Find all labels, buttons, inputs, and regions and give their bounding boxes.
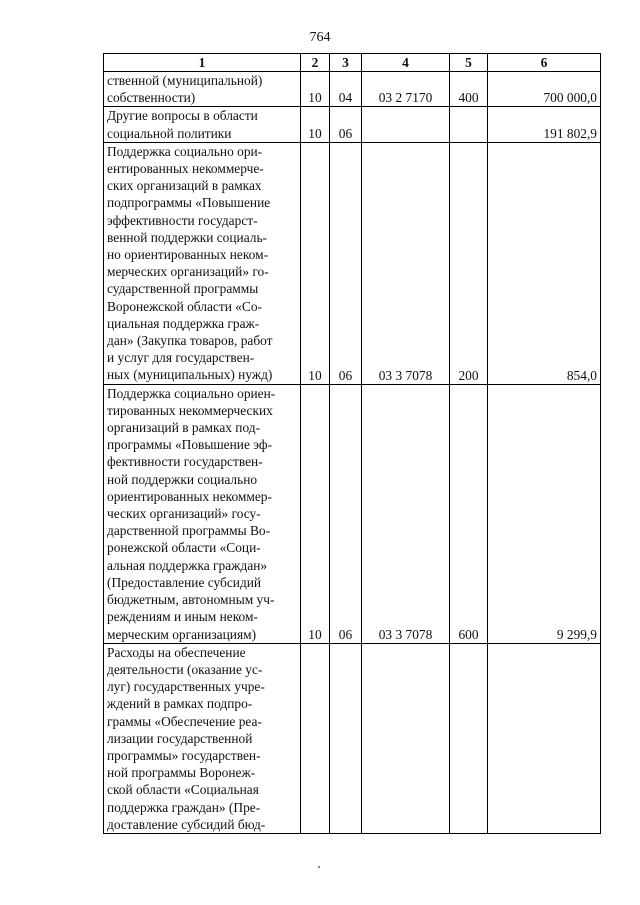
- table-row: [104, 643, 601, 833]
- table-row: [104, 384, 601, 643]
- scan-speck: [318, 866, 320, 868]
- row-amount: [488, 643, 601, 833]
- row-description: Другие вопросы в области социальной политики: [104, 107, 301, 142]
- row-section: 10: [301, 72, 330, 107]
- row-section: 10: [301, 107, 330, 142]
- row-amount: 854,0: [488, 142, 601, 384]
- row-description: Расходы на обеспечение деятельности (оказание ус- луг) государственных учре- ждений в рамках подпро- граммы «Обеспечение реа- лизации государственной программы» государствен- ной программы Воронеж- ской области «Социальная поддержка граждан» (Пре- доставление субсидий бюд-: [104, 643, 301, 833]
- row-target-item: 03 3 7078: [362, 384, 450, 643]
- header-row: [104, 54, 601, 72]
- header-col-1: 1: [104, 54, 301, 72]
- row-description: Поддержка социально ори- ентированных некоммерче- ских организаций в рамках подпрограммы «Повышение эффективности государст- венной поддержки социаль- но ориентированных неком- мерческих организаций» го- сударственной программы Воронежской области «Со- циальная поддержка граж- дан» (Закупка товаров, работ и услуг для государствен- ных (муниципальных) нужд): [104, 142, 301, 384]
- row-amount: 191 802,9: [488, 107, 601, 142]
- row-expense-type: [450, 107, 488, 142]
- row-section: 10: [301, 384, 330, 643]
- row-subsection: 06: [330, 107, 362, 142]
- row-expense-type: [450, 643, 488, 833]
- row-expense-type: 200: [450, 142, 488, 384]
- header-col-2: 2: [301, 54, 330, 72]
- row-subsection: 04: [330, 72, 362, 107]
- header-col-4: 4: [362, 54, 450, 72]
- row-section: 10: [301, 142, 330, 384]
- row-expense-type: 400: [450, 72, 488, 107]
- table-row: [104, 142, 601, 384]
- row-amount: 9 299,9: [488, 384, 601, 643]
- table-row: [104, 72, 601, 107]
- row-subsection: [330, 643, 362, 833]
- page-number: 764: [309, 30, 331, 45]
- row-target-item: 03 3 7078: [362, 142, 450, 384]
- header-col-3: 3: [330, 54, 362, 72]
- row-target-item: [362, 643, 450, 833]
- row-target-item: 03 2 7170: [362, 72, 450, 107]
- row-amount: 700 000,0: [488, 72, 601, 107]
- table-row: [104, 107, 601, 142]
- header-col-5: 5: [450, 54, 488, 72]
- row-target-item: [362, 107, 450, 142]
- row-subsection: 06: [330, 384, 362, 643]
- row-description: Поддержка социально ориен- тированных некоммерческих организаций в рамках под- программы «Повышение эф- фективности государствен- ной поддержки социально ориентированных некоммер- ческих организаций» госу- дарственной программы Во- ронежской области «Соци- альная поддержка граждан» (Предоставление субсидий бюджетным, автономным уч- реждениям и иным неком- мерческим организациям): [104, 384, 301, 643]
- row-section: [301, 643, 330, 833]
- budget-table: [103, 53, 601, 834]
- header-col-6: 6: [488, 54, 601, 72]
- row-expense-type: 600: [450, 384, 488, 643]
- row-subsection: 06: [330, 142, 362, 384]
- row-description: ственной (муниципальной) собственности): [104, 72, 301, 107]
